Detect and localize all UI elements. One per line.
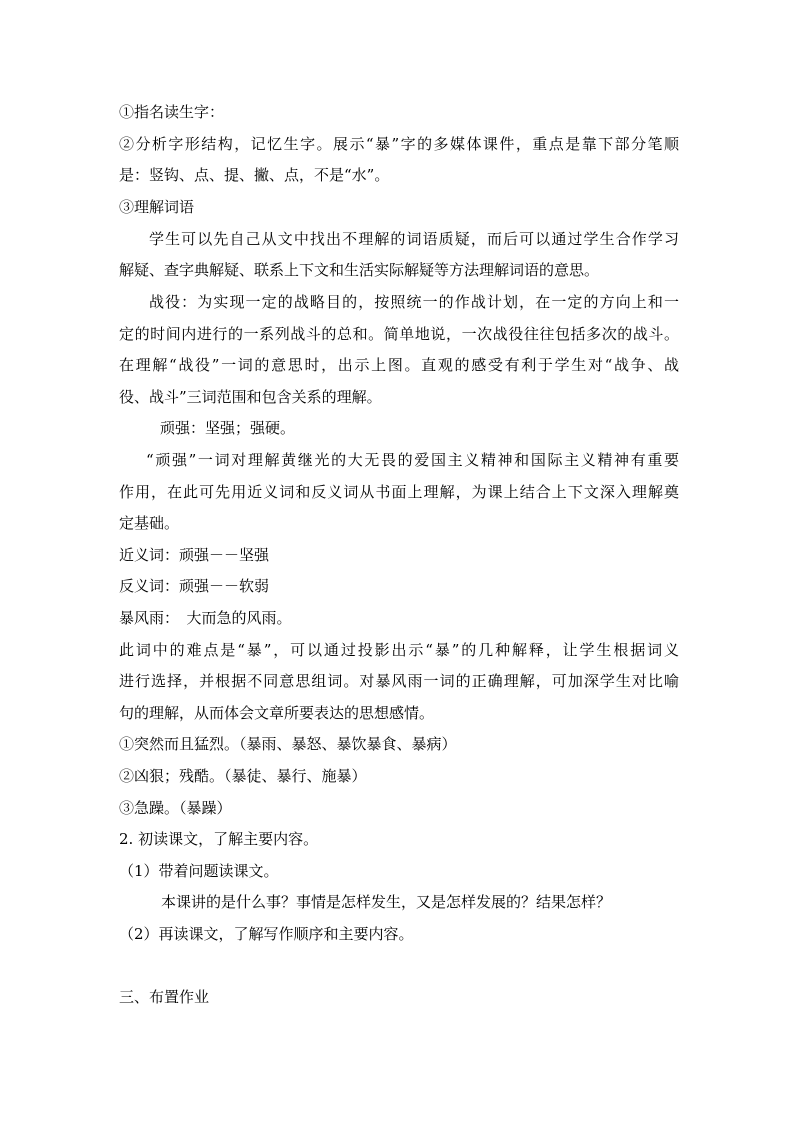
text-line: ②凶狠；残酷。（暴徒、暴行、施暴） [119, 767, 367, 785]
text-line: 反义词：顽强－－软弱 [119, 577, 270, 595]
text-line: 解疑、查字典解疑、联系上下文和生活实际解疑等方法理解词语的意思。 [119, 261, 600, 279]
text-line: 战役：为实现一定的战略目的，按照统一的作战计划，在一定的方向上和一 [149, 293, 679, 311]
text-line: “顽强”一词对理解黄继光的大无畏的爱国主义精神和国际主义精神有重要 [146, 451, 679, 469]
text-line: 近义词：顽强－－坚强 [119, 546, 270, 564]
text-line: ②分析字形结构，记忆生字。展示“暴”字的多媒体课件，重点是靠下部分笔顺 [119, 135, 679, 153]
section-heading: 三、布置作业 [119, 988, 210, 1006]
section-heading: 2. 初读课文，了解主要内容。 [119, 830, 319, 848]
text-line: ①突然而且猛烈。（暴雨、暴怒、暴饮暴食、暴病） [119, 735, 457, 753]
text-line: ③急躁。（暴躁） [119, 799, 232, 817]
section-heading: ③理解词语 [119, 198, 195, 216]
text-line: （2）再读课文，了解写作顺序和主要内容。 [119, 925, 414, 943]
text-line: 定基础。 [119, 514, 180, 532]
text-line: ①指名读生字： [119, 103, 225, 121]
text-line: 是：竖钩、点、提、撇、点，不是“水”。 [119, 166, 390, 184]
text-line: 顽强：坚强；强硬。 [160, 419, 296, 437]
text-line: 定的时间内进行的一系列战斗的总和。简单地说，一次战役往往包括多次的战斗。 [119, 325, 679, 343]
text-line: 句的理解，从而体会文章所要表达的思想感情。 [119, 704, 435, 722]
text-line: 学生可以先自己从文中找出不理解的词语质疑，而后可以通过学生合作学习 [149, 230, 679, 248]
text-line: 在理解“战役”一词的意思时，出示上图。直观的感受有利于学生对“战争、战 [119, 356, 679, 374]
text-line: （1）带着问题读课文。 [119, 862, 279, 880]
text-line: 本课讲的是什么事？事情是怎样发生，又是怎样发展的？结果怎样？ [161, 893, 612, 911]
text-line: 作用，在此可先用近义词和反义词从书面上理解，为课上结合上下文深入理解奠 [119, 483, 679, 501]
text-line: 此词中的难点是“暴”，可以通过投影出示“暴”的几种解释，让学生根据词义 [119, 641, 679, 659]
text-line: 役、战斗”三词范围和包含关系的理解。 [119, 388, 382, 406]
text-line: 暴风雨： 大而急的风雨。 [119, 609, 292, 627]
text-line: 进行选择，并根据不同意思组词。对暴风雨一词的正确理解，可加深学生对比喻 [119, 672, 679, 690]
